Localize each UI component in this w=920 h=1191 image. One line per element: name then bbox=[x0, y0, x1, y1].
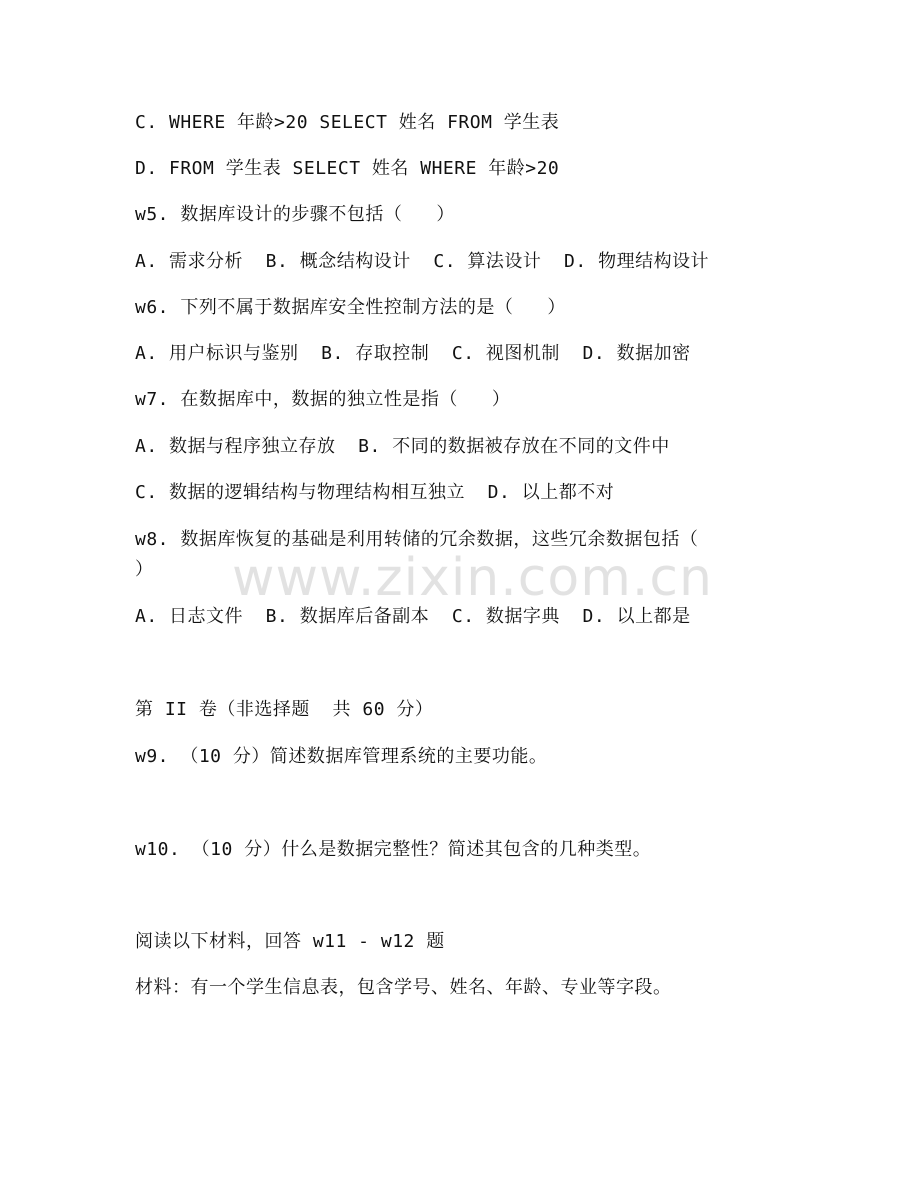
question-w9: w9. （10 分）简述数据库管理系统的主要功能。 bbox=[135, 746, 548, 767]
material-text: 材料：有一个学生信息表，包含学号、姓名、年龄、专业等字段。 bbox=[135, 977, 672, 998]
question-w10: w10. （10 分）什么是数据完整性？简述其包含的几种类型。 bbox=[135, 839, 652, 860]
watermark: www.zixin.com.cn bbox=[232, 548, 713, 608]
question-w8: w8. 数据库恢复的基础是利用转储的冗余数据，这些冗余数据包括（ bbox=[135, 529, 699, 550]
section-heading: 第 II 卷（非选择题 共 60 分） bbox=[135, 699, 434, 720]
question-w8-continued: ） bbox=[135, 559, 154, 580]
question-w7: w7. 在数据库中，数据的独立性是指（ ） bbox=[135, 389, 511, 410]
reading-instruction: 阅读以下材料，回答 w11 - w12 题 bbox=[135, 931, 445, 952]
option-d-line: D. FROM 学生表 SELECT 姓名 WHERE 年龄>20 bbox=[135, 158, 560, 179]
options-w6: A. 用户标识与鉴别 B. 存取控制 C. 视图机制 D. 数据加密 bbox=[135, 343, 691, 364]
options-w7-ab: A. 数据与程序独立存放 B. 不同的数据被存放在不同的文件中 bbox=[135, 436, 670, 457]
question-w6: w6. 下列不属于数据库安全性控制方法的是（ ） bbox=[135, 297, 566, 318]
options-w7-cd: C. 数据的逻辑结构与物理结构相互独立 D. 以上都不对 bbox=[135, 482, 615, 503]
option-c-line: C. WHERE 年龄>20 SELECT 姓名 FROM 学生表 bbox=[135, 112, 560, 133]
question-w5: w5. 数据库设计的步骤不包括（ ） bbox=[135, 204, 455, 225]
options-w5: A. 需求分析 B. 概念结构设计 C. 算法设计 D. 物理结构设计 bbox=[135, 251, 710, 272]
options-w8: A. 日志文件 B. 数据库后备副本 C. 数据字典 D. 以上都是 bbox=[135, 606, 691, 627]
